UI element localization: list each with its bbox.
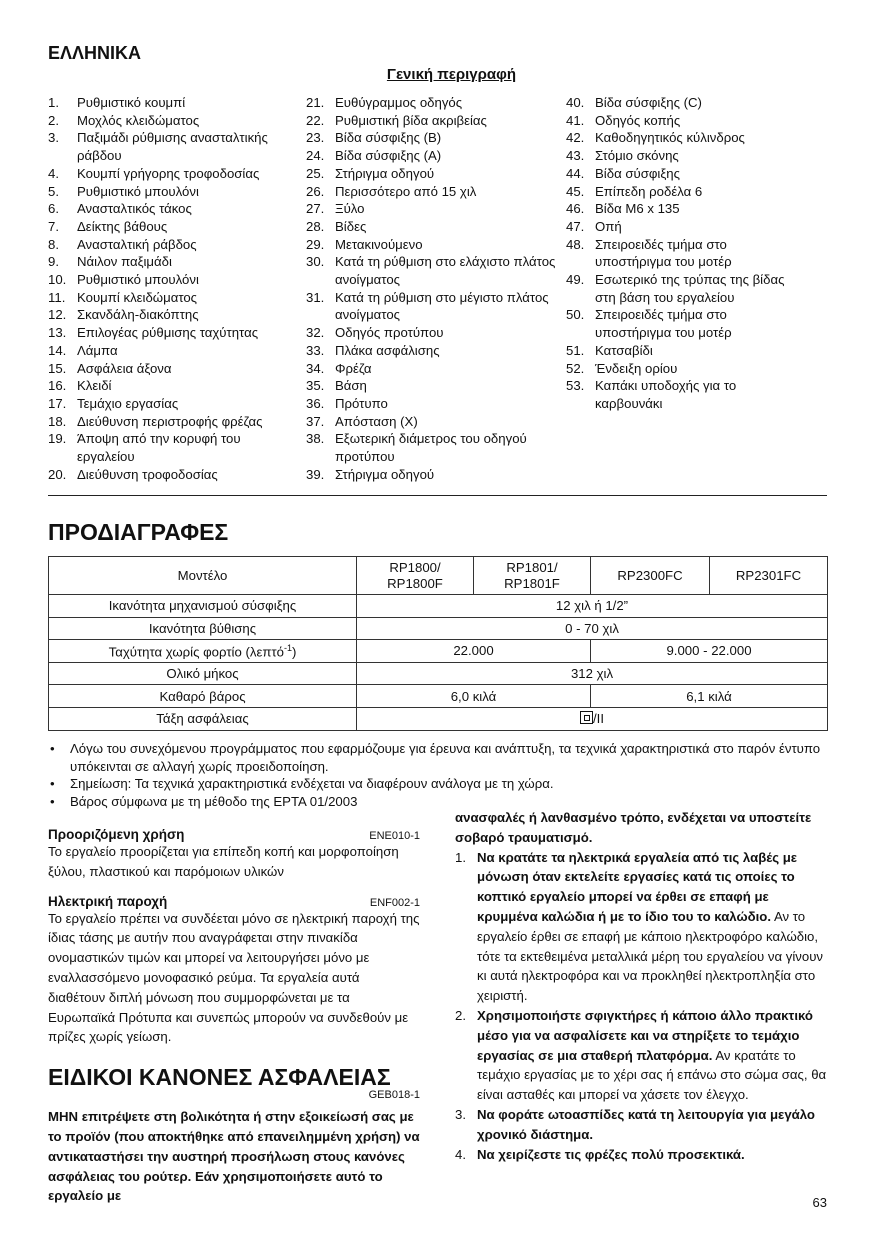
part-item <box>306 183 556 201</box>
part-number: 17. <box>48 395 67 411</box>
part-label: Κατά τη ρύθμιση στο ελάχιστο πλάτος ανοίγματος <box>335 254 556 288</box>
spec-row-class <box>49 707 828 730</box>
plunge-value: 0 - 70 χιλ <box>357 617 828 640</box>
part-label: Στήριγμα οδηγού <box>335 466 435 482</box>
part-label: Στήριγμα οδηγού <box>335 165 435 181</box>
part-item <box>306 112 556 130</box>
safety-rules-list <box>455 848 827 1165</box>
power-supply-title: Ηλεκτρική παροχή <box>48 893 168 909</box>
safety-rule-bold: Να κρατάτε τα ηλεκτρικά εργαλεία από τις λαβές με μόνωση όταν εκτελείτε εργασίες κατά τις οποίες το κοπτικό εργαλείο μπορεί να έρθει σε επαφή με κρυμμένα καλώδια ή με το ίδιο του το καλώδιο. <box>477 849 798 924</box>
part-number: 4. <box>48 165 59 181</box>
part-item <box>306 94 556 112</box>
part-item <box>48 377 298 395</box>
safety-rule-number: 3. <box>455 1106 466 1122</box>
power-supply-code: ENF002-1 <box>369 896 420 909</box>
spec-row-speed <box>49 640 828 663</box>
bullet: • <box>50 793 55 809</box>
safety-rule-text <box>477 1006 827 1105</box>
safety-rule-text <box>477 1105 827 1145</box>
weight-label: Καθαρό βάρος <box>49 685 357 708</box>
part-item <box>566 165 806 183</box>
part-number: 16. <box>48 378 67 394</box>
part-label: Άποψη από την κορυφή του εργαλείου <box>77 431 241 465</box>
spec-note-text: Λόγω του συνεχόμενου προγράμματος που εφαρμόζουμε για έρευνα και ανάπτυξη, τα τεχνικά χαρακτηριστικά στο παρόν έντυπο υπόκεινται σε αλλαγή χωρίς προειδοποίηση. <box>70 741 821 774</box>
part-label: Οδηγός προτύπου <box>335 325 444 341</box>
part-item <box>48 466 298 484</box>
part-number: 33. <box>306 342 325 358</box>
part-label: Εξωτερική διάμετρος του οδηγού προτύπου <box>335 431 527 465</box>
part-label: Παξιμάδι ρύθμισης ανασταλτικής ράβδου <box>77 130 268 164</box>
part-item <box>566 183 806 201</box>
part-number: 44. <box>566 165 585 181</box>
part-number: 43. <box>566 148 585 164</box>
part-item <box>48 360 298 378</box>
part-number: 53. <box>566 378 585 394</box>
part-number: 18. <box>48 413 67 429</box>
model-1: RP1800/ RP1800F <box>357 557 474 595</box>
part-item <box>306 377 556 395</box>
part-label: Κατσαβίδι <box>595 342 653 358</box>
parts-list-col1 <box>48 94 298 483</box>
part-label: Ρυθμιστικό μπουλόνι <box>77 183 199 199</box>
part-label: Ξύλο <box>335 201 365 217</box>
part-number: 12. <box>48 307 67 323</box>
part-item <box>306 200 556 218</box>
safety-rule <box>455 848 827 1006</box>
speed-value-b: 9.000 - 22.000 <box>591 640 828 663</box>
part-label: Περισσότερο από 15 χιλ <box>335 183 477 199</box>
part-number: 22. <box>306 112 325 128</box>
spec-row-collet <box>49 595 828 618</box>
bullet: • <box>50 776 55 792</box>
part-label: Βίδα σύσφιξης (C) <box>595 95 702 110</box>
specifications-heading: ΠΡΟΔΙΑΓΡΑΦΕΣ <box>48 519 229 545</box>
part-number: 35. <box>306 378 325 394</box>
spec-note <box>48 775 827 793</box>
part-label: Καθοδηγητικός κύλινδρος <box>595 130 745 146</box>
part-label: Λάμπα <box>77 342 118 358</box>
model-4: RP2301FC <box>710 557 828 595</box>
part-item <box>48 112 298 130</box>
part-number: 49. <box>566 272 585 288</box>
part-number: 2. <box>48 112 59 128</box>
part-number: 19. <box>48 431 67 447</box>
part-label: Επίπεδη ροδέλα 6 <box>595 183 703 199</box>
part-number: 30. <box>306 254 325 270</box>
part-item <box>48 218 298 236</box>
class-value: /II <box>357 707 828 730</box>
safety-rule-number: 1. <box>455 849 466 865</box>
part-item <box>48 395 298 413</box>
part-number: 8. <box>48 236 59 252</box>
part-number: 28. <box>306 218 325 234</box>
safety-rules-heading: ΕΙΔΙΚΟΙ ΚΑΝΟΝΕΣ ΑΣΦΑΛΕΙΑΣ <box>48 1064 391 1091</box>
part-label: Ανασταλτική ράβδος <box>77 236 197 252</box>
safety-rule <box>455 1105 827 1145</box>
part-label: Σπειροειδές τμήμα στο υποστήριγμα του μοτέρ <box>595 307 732 341</box>
safety-rule-bold: Να φοράτε ωτοασπίδες κατά τη λειτουργία για μεγάλο χρονικό διάστημα. <box>477 1106 815 1142</box>
part-item <box>566 94 806 112</box>
part-item <box>306 165 556 183</box>
part-item <box>306 289 556 324</box>
parts-list-col3 <box>566 94 806 413</box>
spec-note <box>48 740 827 775</box>
part-number: 45. <box>566 183 585 199</box>
intended-use-title: Προοριζόμενη χρήση <box>48 827 185 842</box>
part-label: Ρυθμιστικό κουμπί <box>77 95 186 110</box>
language-heading: ΕΛΛΗΝΙΚΑ <box>48 43 142 63</box>
parts-list-col2 <box>306 94 556 483</box>
part-label: Βίδες <box>335 218 367 234</box>
part-number: 50. <box>566 307 585 323</box>
model-label: Μοντέλο <box>49 557 357 595</box>
part-item <box>306 129 556 147</box>
part-item <box>306 324 556 342</box>
part-label: Νάιλον παξιμάδι <box>77 254 172 270</box>
part-label: Στόμιο σκόνης <box>595 148 679 164</box>
part-label: Ασφάλεια άξονα <box>77 360 172 376</box>
part-item <box>566 236 806 271</box>
part-number: 5. <box>48 183 59 199</box>
part-item <box>48 306 298 324</box>
spec-row-plunge <box>49 617 828 640</box>
part-item <box>306 342 556 360</box>
safety-rule-bold: Χρησιμοποιήστε σφιγκτήρες ή κάποιο άλλο πρακτικό μέσο για να ασφαλίσετε και να στηρίξετε το τεμάχιο εργασίας σε μια σταθερή πλατφόρμα. <box>477 1007 813 1063</box>
part-label: Κατά τη ρύθμιση στο μέγιστο πλάτος ανοίγματος <box>335 289 549 323</box>
part-label: Βάση <box>335 378 367 394</box>
intended-use-header <box>48 827 420 842</box>
part-item <box>48 289 298 307</box>
model-2: RP1801/ RP1801F <box>474 557 591 595</box>
spec-note-text: Σημείωση: Τα τεχνικά χαρακτηριστικά ενδέχεται να διαφέρουν ανάλογα με τη χώρα. <box>70 776 554 792</box>
safety-rule-bold: Να χειρίζεστε τις φρέζες πολύ προσεκτικά. <box>477 1146 745 1162</box>
part-item <box>566 342 806 360</box>
intended-use-text: Το εργαλείο προορίζεται για επίπεδη κοπή και μορφοποίηση ξύλου, πλαστικού και παρόμοιων υλικών <box>48 844 399 879</box>
part-label: Διεύθυνση περιστροφής φρέζας <box>77 413 263 429</box>
part-number: 26. <box>306 183 325 199</box>
part-number: 6. <box>48 201 59 217</box>
part-number: 38. <box>306 431 325 447</box>
right-column <box>455 808 827 1164</box>
part-number: 31. <box>306 289 325 305</box>
part-number: 52. <box>566 360 585 376</box>
safety-rule-detail: Αν το εργαλείο έρθει σε επαφή με κάποιο ηλεκτροφόρο καλώδιο, τότε τα εκτεθειμένα μεταλλικά μέρη του εργαλείου να γίνουν κι αυτά ηλεκτροφόρα και να προκληθεί ηλεκτροπληξία στο χειριστή. <box>477 908 824 1004</box>
spec-notes <box>48 740 827 810</box>
part-label: Σκανδάλη-διακόπτης <box>77 307 199 323</box>
part-label: Απόσταση (X) <box>335 413 418 429</box>
safety-rule-detail: Αν κρατάτε το τεμάχιο εργασίας με το χέρι σας ή επάνω στο σώμα σας, θα είναι ασταθές και μπορεί να χάσετε τον έλεγχο. <box>477 1047 827 1103</box>
part-number: 37. <box>306 413 325 429</box>
general-description-title: Γενική περιγραφή <box>386 66 517 83</box>
part-number: 36. <box>306 395 325 411</box>
part-number: 23. <box>306 130 325 146</box>
safety-rule <box>455 1006 827 1105</box>
part-number: 46. <box>566 201 585 217</box>
left-column <box>48 827 420 1206</box>
model-3: RP2300FC <box>591 557 710 595</box>
spec-row-model <box>49 557 828 595</box>
part-item <box>566 271 806 306</box>
length-label: Ολικό μήκος <box>49 662 357 685</box>
safety-intro: ΜΗΝ επιτρέψετε στη βολικότητα ή στην εξοικείωσή σας με το προϊόν (που αποκτήθηκε από επανειλημμένη χρήση) να αντικαταστήσει την αυστηρή προσήλωση στους κανόνες ασφάλειας του ρούτερ. Εάν χρησιμοποιήσετε αυτό το εργαλείο με <box>48 1109 420 1204</box>
part-item <box>566 147 806 165</box>
part-item <box>306 147 556 165</box>
part-item <box>306 360 556 378</box>
safety-rule <box>455 1145 827 1165</box>
part-label: Οπή <box>595 218 622 234</box>
part-item <box>48 129 298 164</box>
part-item <box>306 395 556 413</box>
part-number: 47. <box>566 218 585 234</box>
divider <box>48 495 827 496</box>
part-label: Τεμάχιο εργασίας <box>77 395 179 411</box>
speed-label: Ταχύτητα χωρίς φορτίο (λεπτό$^{-1}$) <box>49 640 357 663</box>
part-label: Φρέζα <box>335 360 372 376</box>
part-number: 29. <box>306 236 325 252</box>
part-item <box>48 236 298 254</box>
part-item <box>566 129 806 147</box>
part-label: Ένδειξη ορίου <box>595 360 678 376</box>
part-item <box>48 94 298 112</box>
part-item <box>306 430 556 465</box>
part-number: 21. <box>306 95 325 110</box>
part-label: Ρυθμιστικό μπουλόνι <box>77 272 199 288</box>
part-item <box>306 218 556 236</box>
class-label: Τάξη ασφάλειας <box>49 707 357 730</box>
part-number: 34. <box>306 360 325 376</box>
plunge-label: Ικανότητα βύθισης <box>49 617 357 640</box>
part-label: Επιλογέας ρύθμισης ταχύτητας <box>77 325 259 341</box>
part-item <box>566 306 806 341</box>
weight-value-b: 6,1 κιλά <box>591 685 828 708</box>
part-number: 9. <box>48 254 59 270</box>
part-number: 27. <box>306 201 325 217</box>
part-number: 3. <box>48 130 59 146</box>
part-number: 7. <box>48 218 59 234</box>
part-label: Μετακινούμενο <box>335 236 423 252</box>
part-label: Εσωτερικό της τρύπας της βίδας στη βάση του εργαλείου <box>595 272 785 305</box>
power-supply-header <box>48 894 420 909</box>
length-value: 312 χιλ <box>357 662 828 685</box>
part-item <box>48 430 298 465</box>
part-item <box>566 218 806 236</box>
collet-value: 12 χιλ ή 1/2” <box>357 595 828 618</box>
part-item <box>566 112 806 130</box>
part-label: Ευθύγραμμος οδηγός <box>335 95 463 110</box>
part-item <box>48 200 298 218</box>
part-label: Σπειροειδές τμήμα στο υποστήριγμα του μοτέρ <box>595 236 732 270</box>
spec-note-text: Βάρος σύμφωνα με τη μέθοδο της EPTA 01/2003 <box>70 793 358 809</box>
double-insulation-icon <box>580 711 593 724</box>
page-number: 63 <box>812 1195 827 1210</box>
part-item <box>306 236 556 254</box>
part-label: Πλάκα ασφάλισης <box>335 342 440 358</box>
part-number: 25. <box>306 165 325 181</box>
part-label: Πρότυπο <box>335 395 388 411</box>
part-label: Βίδα M6 x 135 <box>595 201 680 217</box>
power-supply-text: Το εργαλείο πρέπει να συνδέεται μόνο σε ηλεκτρική παροχή της ίδιας τάσης με αυτήν που αναγράφεται στην πινακίδα ονομαστικών τιμών και μπορεί να λειτουργήσει μόνο με εναλλασσόμενο μονοφασικό ρεύμα. Τα εργαλεία αυτά διαθέτουν διπλή μόνωση που συμμορφώνεται με τα Ευρωπαϊκά Πρότυπα και συνεπώς μπορούν να συνδεθούν με πρίζες χωρίς γείωση. <box>48 910 420 1045</box>
part-number: 40. <box>566 95 585 110</box>
part-label: Κουμπί κλειδώματος <box>77 289 198 305</box>
part-item <box>48 413 298 431</box>
part-label: Κλειδί <box>77 378 112 394</box>
part-label: Ανασταλτικός τάκος <box>77 201 192 217</box>
safety-rule-number: 4. <box>455 1146 466 1162</box>
collet-label: Ικανότητα μηχανισμού σύσφιξης <box>49 595 357 618</box>
part-number: 15. <box>48 360 67 376</box>
part-item <box>566 200 806 218</box>
part-number: 13. <box>48 325 67 341</box>
part-number: 42. <box>566 130 585 146</box>
part-label: Βίδα σύσφιξης (B) <box>335 130 442 146</box>
part-item <box>306 466 556 484</box>
part-item <box>48 253 298 271</box>
part-number: 11. <box>48 289 66 305</box>
part-label: Οδηγός κοπής <box>595 112 681 128</box>
part-label: Ρυθμιστική βίδα ακριβείας <box>335 112 487 128</box>
speed-value-a: 22.000 <box>357 640 591 663</box>
safety-rules-code: GEB018-1 <box>368 1089 420 1102</box>
safety-intro-continued: ανασφαλές ή λανθασμένο τρόπο, ενδέχεται να υποστείτε σοβαρό τραυματισμό. <box>455 810 812 845</box>
part-number: 48. <box>566 236 585 252</box>
part-item <box>48 324 298 342</box>
part-number: 32. <box>306 325 325 341</box>
part-number: 14. <box>48 342 67 358</box>
part-item <box>48 165 298 183</box>
part-number: 41. <box>566 112 585 128</box>
part-number: 24. <box>306 148 325 164</box>
part-item <box>48 342 298 360</box>
intended-use-code: ENE010-1 <box>369 830 420 842</box>
part-item <box>48 183 298 201</box>
part-item <box>306 253 556 288</box>
spec-row-length <box>49 662 828 685</box>
part-label: Κουμπί γρήγορης τροφοδοσίας <box>77 165 260 181</box>
weight-value-a: 6,0 κιλά <box>357 685 591 708</box>
part-item <box>566 377 806 412</box>
part-label: Βίδα σύσφιξης (A) <box>335 148 442 164</box>
spec-row-weight <box>49 685 828 708</box>
safety-rule-text <box>477 848 827 1006</box>
part-item <box>306 413 556 431</box>
part-item <box>566 360 806 378</box>
part-label: Δείκτης βάθους <box>77 218 168 234</box>
part-number: 1. <box>48 95 59 110</box>
part-number: 20. <box>48 466 67 482</box>
part-label: Διεύθυνση τροφοδοσίας <box>77 466 218 482</box>
part-number: 39. <box>306 466 325 482</box>
part-label: Μοχλός κλειδώματος <box>77 112 200 128</box>
part-number: 10. <box>48 272 67 288</box>
safety-rule-number: 2. <box>455 1007 466 1023</box>
specifications-table <box>48 556 828 731</box>
part-label: Καπάκι υποδοχής για το καρβουνάκι <box>595 378 737 411</box>
part-number: 51. <box>566 342 585 358</box>
bullet: • <box>50 741 55 756</box>
safety-rule-text <box>477 1145 827 1165</box>
part-item <box>48 271 298 289</box>
part-label: Βίδα σύσφιξης <box>595 165 680 181</box>
